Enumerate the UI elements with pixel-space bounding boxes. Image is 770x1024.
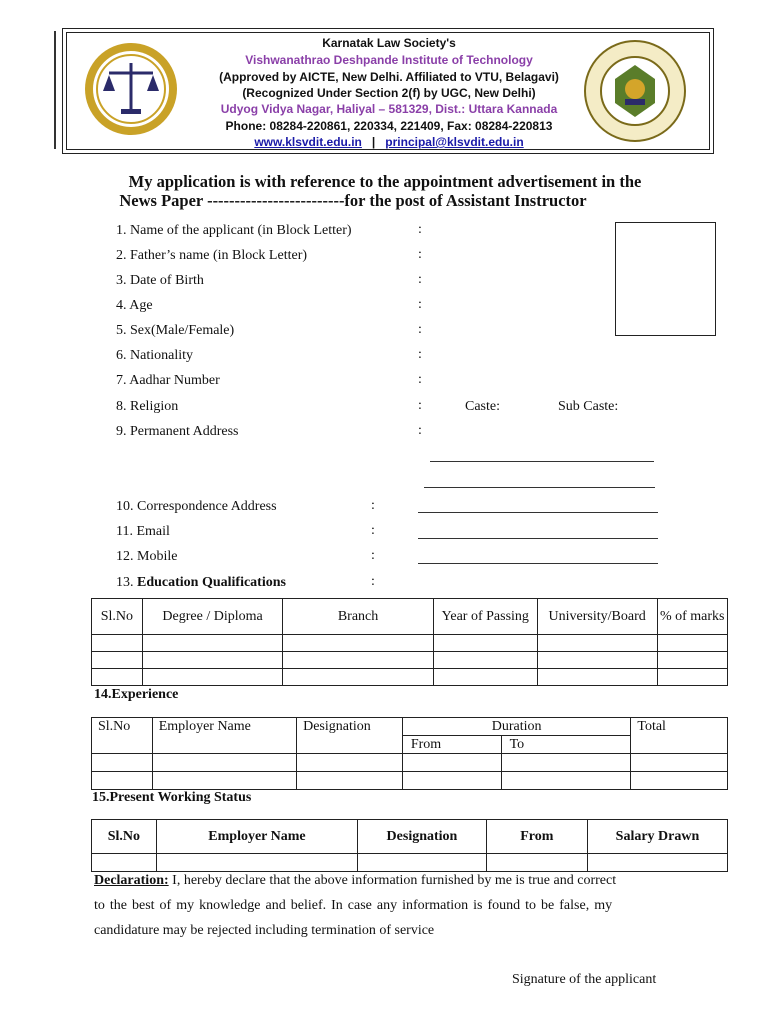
table-row[interactable] bbox=[92, 854, 728, 872]
declaration-line-1 bbox=[94, 872, 616, 890]
col-slno: Sl.No bbox=[92, 820, 157, 854]
col-from: From bbox=[486, 820, 587, 854]
address-line: Udyog Vidya Nagar, Haliyal – 581329, Dist.: Uttara Kannada bbox=[220, 102, 558, 116]
col-branch: Branch bbox=[283, 599, 433, 635]
colon: : bbox=[418, 272, 422, 287]
field-sex: 5. Sex(Male/Female) bbox=[116, 323, 235, 338]
col-employer: Employer Name bbox=[156, 820, 358, 854]
contact-links bbox=[63, 134, 715, 150]
recognition-line: (Recognized Under Section 2(f) by UGC, New Delhi) bbox=[242, 86, 536, 100]
table-row[interactable] bbox=[92, 754, 728, 772]
col-duration: Duration bbox=[402, 718, 631, 736]
email-link[interactable]: principal@klsvdit.edu.in bbox=[385, 135, 524, 149]
address-line-2[interactable] bbox=[424, 487, 655, 488]
present-heading: 15.Present Working Status bbox=[92, 790, 252, 805]
education-prefix: 13. bbox=[116, 575, 137, 590]
present-table bbox=[91, 819, 728, 872]
mobile-line[interactable] bbox=[418, 563, 658, 564]
field-dob: 3. Date of Birth bbox=[116, 273, 204, 288]
table-row[interactable] bbox=[92, 635, 728, 652]
field-aadhar: 7. Aadhar Number bbox=[116, 373, 220, 388]
col-slno: Sl.No bbox=[92, 718, 153, 754]
colon: : bbox=[418, 398, 422, 413]
approval-line: (Approved by AICTE, New Delhi. Affiliated to VTU, Belagavi) bbox=[219, 70, 559, 84]
field-father-name: 2. Father’s name (in Block Letter) bbox=[116, 248, 308, 263]
colon: : bbox=[418, 322, 422, 337]
field-religion: 8. Religion bbox=[116, 399, 179, 414]
field-email: 11. Email bbox=[116, 524, 170, 539]
institute-name: Vishwanathrao Deshpande Institute of Technology bbox=[245, 53, 533, 67]
table-row[interactable] bbox=[92, 652, 728, 669]
colon: : bbox=[371, 574, 375, 589]
society-name: Karnatak Law Society's bbox=[322, 36, 456, 50]
col-salary: Salary Drawn bbox=[587, 820, 727, 854]
sub-caste-label: Sub Caste: bbox=[558, 399, 619, 414]
title-line-1: My application is with reference to the appointment advertisement in the bbox=[128, 172, 642, 191]
title-line-2: News Paper -------------------------for the post of Assistant Instructor bbox=[119, 191, 587, 210]
col-employer: Employer Name bbox=[152, 718, 296, 754]
experience-table bbox=[91, 717, 728, 790]
col-university: University/Board bbox=[537, 599, 657, 635]
col-slno: Sl.No bbox=[92, 599, 143, 635]
field-nationality: 6. Nationality bbox=[116, 348, 193, 363]
field-permanent-address: 9. Permanent Address bbox=[116, 424, 239, 439]
caste-label: Caste: bbox=[465, 399, 500, 414]
phone-line: Phone: 08284-220861, 220334, 221409, Fax: 08284-220813 bbox=[225, 119, 553, 133]
col-to: To bbox=[501, 736, 631, 754]
photo-box[interactable] bbox=[615, 222, 716, 336]
declaration-text-1: I, hereby declare that the above information furnished by me is true and correct bbox=[168, 873, 617, 888]
colon: : bbox=[371, 523, 375, 538]
col-designation: Designation bbox=[297, 718, 403, 754]
experience-heading: 14.Experience bbox=[94, 687, 179, 702]
address-line-1[interactable] bbox=[430, 461, 654, 462]
table-row[interactable] bbox=[92, 669, 728, 686]
left-margin-bar bbox=[54, 31, 56, 149]
colon: : bbox=[371, 548, 375, 563]
field-age: 4. Age bbox=[116, 298, 153, 313]
colon: : bbox=[418, 222, 422, 237]
email-line[interactable] bbox=[418, 538, 658, 539]
colon: : bbox=[418, 347, 422, 362]
declaration-line-3: candidature may be rejected including termination of service bbox=[94, 923, 435, 938]
colon: : bbox=[371, 498, 375, 513]
colon: : bbox=[418, 423, 422, 438]
declaration-label: Declaration: bbox=[94, 873, 169, 888]
field-name: 1. Name of the applicant (in Block Letter) bbox=[116, 223, 352, 238]
link-separator: | bbox=[371, 135, 376, 149]
field-mobile: 12. Mobile bbox=[116, 549, 178, 564]
field-correspondence-address: 10. Correspondence Address bbox=[116, 499, 277, 514]
education-table bbox=[91, 598, 728, 686]
col-from: From bbox=[402, 736, 501, 754]
col-total: Total bbox=[631, 718, 728, 754]
colon: : bbox=[418, 372, 422, 387]
col-degree: Degree / Diploma bbox=[142, 599, 283, 635]
declaration-line-2: to the best of my knowledge and belief. In case any information is found to be false, my bbox=[94, 898, 613, 913]
signature-label: Signature of the applicant bbox=[512, 972, 657, 987]
col-designation: Designation bbox=[358, 820, 486, 854]
correspondence-address-line[interactable] bbox=[418, 512, 658, 513]
colon: : bbox=[418, 247, 422, 262]
colon: : bbox=[418, 297, 422, 312]
education-heading-text: Education Qualifications bbox=[137, 575, 286, 590]
col-marks: % of marks bbox=[657, 599, 728, 635]
letterhead bbox=[62, 28, 714, 154]
education-heading bbox=[116, 574, 286, 592]
table-row[interactable] bbox=[92, 772, 728, 790]
col-year: Year of Passing bbox=[433, 599, 537, 635]
website-link[interactable]: www.klsvdit.edu.in bbox=[254, 135, 362, 149]
